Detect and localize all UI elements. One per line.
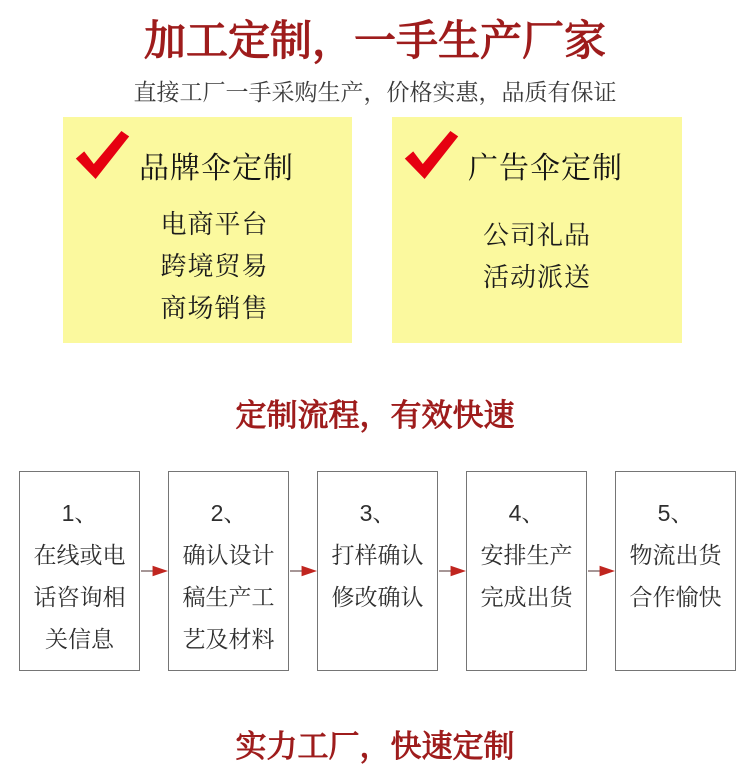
red-checkmark-icon xyxy=(71,124,131,186)
process-section-title: 定制流程，有效快速 xyxy=(235,398,515,433)
panel-item: 电商平台 xyxy=(160,209,269,239)
step-line: 确认设计 xyxy=(182,542,275,568)
page-title: 加工定制，一手生产厂家 xyxy=(143,17,606,64)
feature-panels xyxy=(63,117,682,343)
step-line: 合作愉快 xyxy=(629,584,722,610)
panel-item: 商场销售 xyxy=(160,293,269,323)
panel-item-list xyxy=(392,214,682,298)
process-step-1 xyxy=(19,471,140,671)
step-line: 在线或电 xyxy=(33,542,126,568)
panel-item-list xyxy=(63,203,352,329)
step-number: 5、 xyxy=(657,500,694,526)
step-line: 物流出货 xyxy=(629,542,722,568)
step-line: 艺及材料 xyxy=(182,626,275,652)
panel-item: 公司礼品 xyxy=(482,220,591,250)
right-arrow-icon xyxy=(289,471,317,671)
panel-heading: 广告伞定制 xyxy=(468,152,623,185)
red-checkmark-icon xyxy=(400,124,460,186)
feature-panel-ad-umbrella xyxy=(392,117,682,343)
step-line: 安排生产 xyxy=(480,542,573,568)
process-step-4 xyxy=(466,471,587,671)
step-line: 打样确认 xyxy=(331,542,424,568)
panel-heading: 品牌伞定制 xyxy=(139,152,294,185)
panel-item: 跨境贸易 xyxy=(160,251,269,281)
step-number: 4、 xyxy=(508,500,545,526)
process-step-3 xyxy=(317,471,438,671)
step-line: 完成出货 xyxy=(480,584,573,610)
step-line: 稿生产工 xyxy=(182,584,275,610)
step-line: 关信息 xyxy=(45,626,114,652)
footer-title: 实力工厂，快速定制 xyxy=(235,729,515,764)
right-arrow-icon xyxy=(438,471,466,671)
step-number: 3、 xyxy=(359,500,396,526)
feature-panel-brand-umbrella xyxy=(63,117,352,343)
page-subtitle: 直接工厂一手采购生产，价格实惠，品质有保证 xyxy=(133,79,617,105)
step-line: 修改确认 xyxy=(331,584,424,610)
right-arrow-icon xyxy=(140,471,168,671)
process-step-2 xyxy=(168,471,289,671)
process-step-5 xyxy=(615,471,736,671)
panel-item: 活动派送 xyxy=(482,262,591,292)
right-arrow-icon xyxy=(587,471,615,671)
process-steps xyxy=(19,471,736,671)
step-number: 1、 xyxy=(61,500,98,526)
step-number: 2、 xyxy=(210,500,247,526)
step-line: 话咨询相 xyxy=(33,584,126,610)
